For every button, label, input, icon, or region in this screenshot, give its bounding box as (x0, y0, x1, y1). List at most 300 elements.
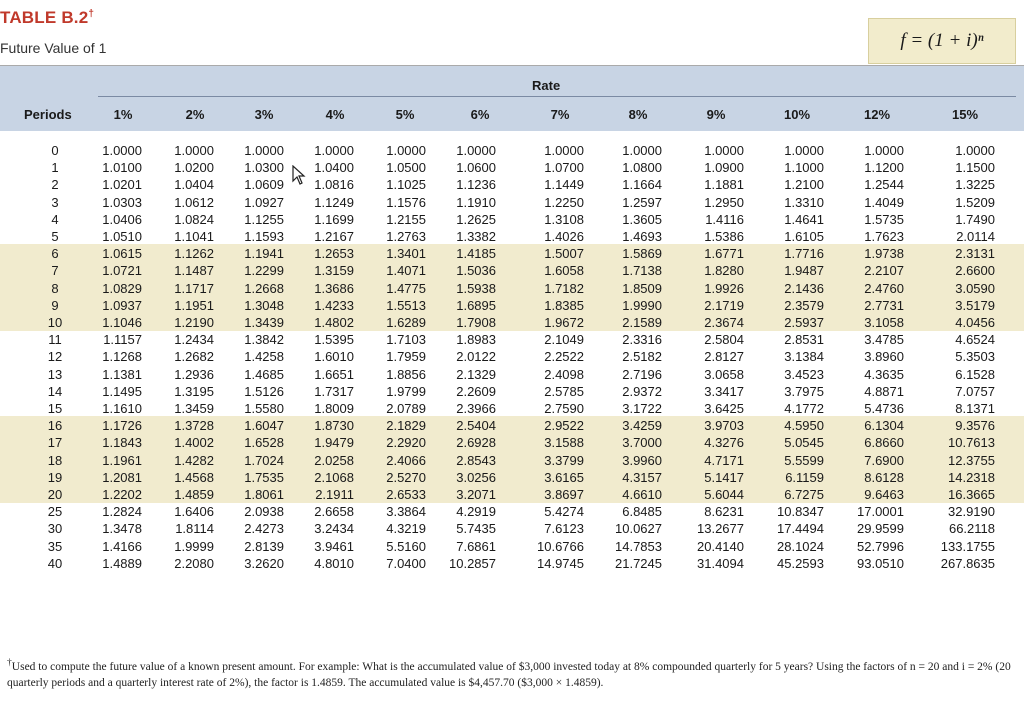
factor-cell: 1.4802 (314, 315, 354, 330)
table-row (0, 503, 1024, 520)
rate-header: 1% (113, 107, 133, 122)
factor-cell: 1.1664 (622, 177, 662, 193)
factor-cell: 5.4274 (544, 504, 584, 520)
factor-cell: 1.1249 (314, 194, 354, 210)
factor-cell: 2.5182 (622, 349, 662, 365)
factor-cell: 2.0789 (386, 401, 426, 416)
table-title-text: TABLE B.2 (0, 8, 89, 27)
factor-cell: 1.5735 (864, 211, 904, 227)
factor-cell: 3.3417 (704, 383, 744, 399)
factor-cell: 1.4775 (386, 280, 426, 296)
factor-cell: 1.3225 (955, 177, 995, 193)
factor-cell: 3.1384 (784, 349, 824, 365)
factor-cell: 2.6533 (386, 487, 426, 502)
factor-cell: 1.0600 (456, 160, 496, 176)
factor-cell: 2.2609 (456, 383, 496, 399)
factor-cell: 1.1262 (174, 246, 214, 262)
table-row (0, 538, 1024, 555)
factor-cell: 1.8983 (456, 332, 496, 348)
factor-cell: 4.8010 (314, 555, 354, 571)
factor-cell: 1.6289 (386, 315, 426, 330)
factor-cell: 1.1593 (244, 229, 284, 244)
factor-cell: 1.2190 (174, 315, 214, 330)
factor-cell: 3.6165 (544, 469, 584, 485)
factor-cell: 9.6463 (864, 487, 904, 502)
period-cell: 11 (48, 332, 62, 348)
period-cell: 25 (47, 504, 63, 520)
rate-header: 6% (470, 107, 490, 122)
factor-cell: 66.2118 (948, 521, 995, 537)
factor-cell: 1.3159 (314, 263, 354, 279)
factor-cell: 20.4140 (697, 538, 744, 554)
rate-header: 8% (628, 107, 648, 122)
factor-cell: 5.5599 (784, 452, 824, 468)
factor-cell: 1.6528 (244, 435, 284, 451)
factor-cell: 1.4568 (174, 469, 214, 485)
factor-cell: 2.8543 (456, 452, 496, 468)
factor-cell: 1.1726 (102, 418, 142, 434)
factor-cell: 1.4116 (705, 211, 744, 227)
factor-cell: 2.9522 (544, 418, 584, 434)
factor-cell: 4.0456 (955, 315, 995, 330)
factor-cell: 1.0200 (174, 160, 214, 176)
factor-cell: 1.3842 (244, 332, 284, 348)
factor-cell: 21.7245 (615, 555, 662, 571)
rate-header: 5% (395, 107, 415, 122)
factor-cell: 1.3108 (544, 211, 584, 227)
factor-cell: 5.0545 (784, 435, 824, 451)
factor-cell: 5.3503 (955, 349, 995, 365)
table-row (0, 417, 1024, 434)
factor-cell: 1.7182 (544, 280, 584, 296)
factor-cell: 2.6600 (955, 263, 995, 279)
factor-cell: 2.3316 (622, 332, 662, 348)
factor-cell: 2.5785 (544, 383, 584, 399)
factor-cell: 1.3195 (174, 383, 214, 399)
factor-cell: 28.1024 (777, 538, 824, 554)
factor-cell: 1.5386 (704, 229, 744, 244)
factor-cell: 17.0001 (857, 504, 904, 520)
factor-cell: 1.0000 (456, 143, 496, 158)
table-row (0, 211, 1024, 228)
factor-cell: 5.5160 (386, 538, 426, 554)
factor-cell: 32.9190 (948, 504, 995, 520)
factor-cell: 1.0000 (386, 143, 426, 158)
factor-cell: 3.4259 (622, 418, 662, 434)
factor-cell: 2.2920 (386, 435, 426, 451)
factor-cell: 6.1528 (955, 366, 995, 382)
factor-cell: 1.2950 (704, 194, 744, 210)
factor-cell: 3.3864 (386, 504, 426, 520)
factor-cell: 1.5513 (386, 297, 426, 313)
rate-header: 3% (254, 107, 274, 122)
factor-cell: 1.3605 (622, 211, 662, 227)
factor-cell: 3.4785 (864, 332, 904, 348)
factor-cell: 1.2682 (174, 349, 214, 365)
table-row (0, 400, 1024, 417)
table-row (0, 159, 1024, 176)
factor-cell: 1.8114 (175, 521, 214, 537)
formula-box: f = (1 + i)ⁿ (868, 18, 1016, 64)
factor-cell: 1.0816 (314, 177, 354, 193)
factor-cell: 3.2620 (244, 555, 284, 571)
factor-cell: 1.6047 (244, 418, 284, 434)
factor-cell: 3.0658 (704, 366, 744, 382)
factor-cell: 1.4166 (102, 538, 142, 554)
rate-rule (98, 96, 1016, 97)
factor-cell: 1.4859 (174, 487, 214, 502)
factor-cell: 2.1589 (622, 315, 662, 330)
factor-cell: 1.7959 (386, 349, 426, 365)
factor-cell: 1.5869 (622, 246, 662, 262)
factor-cell: 1.4258 (244, 349, 284, 365)
factor-cell: 3.5179 (955, 297, 995, 313)
table-row (0, 297, 1024, 314)
factor-cell: 1.1495 (102, 383, 142, 399)
factor-cell: 1.9479 (314, 435, 354, 451)
factor-cell: 1.8280 (704, 263, 744, 279)
factor-cell: 1.7024 (244, 452, 284, 468)
period-cell: 9 (51, 297, 59, 313)
factor-cell: 14.2318 (948, 469, 995, 485)
factor-cell: 1.0721 (102, 263, 142, 279)
factor-cell: 2.1329 (456, 366, 496, 382)
factor-cell: 1.1699 (314, 211, 354, 227)
factor-cell: 2.7731 (864, 297, 904, 313)
factor-cell: 1.2936 (174, 366, 214, 382)
factor-cell: 2.0258 (314, 452, 354, 468)
factor-cell: 1.1941 (244, 246, 284, 262)
factor-cell: 2.1436 (784, 280, 824, 296)
factor-cell: 1.1255 (244, 211, 284, 227)
factor-cell: 2.7196 (622, 366, 662, 382)
factor-cell: 8.6231 (704, 504, 744, 520)
factor-cell: 1.2625 (456, 211, 496, 227)
factor-cell: 5.7435 (456, 521, 496, 537)
table-row (0, 434, 1024, 451)
period-cell: 12 (47, 349, 63, 365)
factor-cell: 16.3665 (948, 487, 995, 502)
factor-cell: 5.1417 (704, 469, 744, 485)
factor-cell: 7.6900 (864, 452, 904, 468)
factor-cell: 2.7590 (544, 401, 584, 416)
factor-cell: 2.3674 (704, 315, 744, 330)
factor-cell: 3.0256 (456, 469, 496, 485)
period-cell: 20 (47, 487, 63, 502)
table-row (0, 245, 1024, 262)
factor-cell: 1.9799 (386, 383, 426, 399)
period-cell: 18 (47, 452, 63, 468)
table-row (0, 486, 1024, 503)
factor-cell: 10.7613 (948, 435, 995, 451)
period-cell: 6 (51, 246, 59, 262)
factor-cell: 1.5126 (244, 383, 284, 399)
factor-cell: 3.3799 (544, 452, 584, 468)
factor-cell: 8.1371 (955, 401, 995, 416)
factor-cell: 1.0000 (102, 143, 142, 158)
factor-cell: 1.5209 (955, 194, 995, 210)
factor-cell: 1.6651 (314, 366, 354, 382)
factor-cell: 1.3439 (244, 315, 284, 330)
factor-cell: 1.0000 (174, 143, 214, 158)
factor-cell: 1.2434 (174, 332, 214, 348)
factor-cell: 1.4049 (864, 194, 904, 210)
period-cell: 8 (51, 280, 59, 296)
factor-cell: 2.2107 (864, 263, 904, 279)
factor-cell: 1.1487 (174, 263, 214, 279)
factor-cell: 1.1381 (102, 366, 142, 382)
factor-cell: 1.2167 (314, 229, 354, 244)
factor-cell: 1.0300 (244, 160, 284, 176)
table-row (0, 142, 1024, 159)
factor-cell: 8.6128 (864, 469, 904, 485)
factor-cell: 1.4282 (174, 452, 214, 468)
factor-cell: 1.0800 (622, 160, 662, 176)
factor-cell: 2.5937 (784, 315, 824, 330)
factor-cell: 1.0824 (174, 211, 214, 227)
factor-cell: 5.4736 (864, 401, 904, 416)
factor-cell: 1.7535 (244, 469, 284, 485)
table-row (0, 452, 1024, 469)
factor-cell: 1.3459 (174, 401, 214, 416)
factor-cell: 3.1058 (864, 315, 904, 330)
factor-cell: 4.7171 (704, 452, 744, 468)
table-row (0, 228, 1024, 245)
period-cell: 1 (51, 160, 59, 176)
factor-cell: 1.2250 (544, 194, 584, 210)
factor-cell: 93.0510 (857, 555, 904, 571)
factor-cell: 1.4002 (174, 435, 214, 451)
factor-cell: 3.8960 (864, 349, 904, 365)
factor-cell: 1.2653 (314, 246, 354, 262)
factor-cell: 1.3048 (244, 297, 284, 313)
factor-cell: 1.0000 (704, 143, 744, 158)
factor-cell: 1.9990 (622, 297, 662, 313)
factor-cell: 1.1961 (102, 452, 142, 468)
factor-cell: 2.1068 (314, 469, 354, 485)
factor-cell: 1.4233 (314, 297, 354, 313)
period-cell: 30 (47, 521, 63, 537)
factor-cell: 1.0100 (102, 160, 142, 176)
factor-cell: 1.0609 (244, 177, 284, 193)
factor-cell: 3.7000 (622, 435, 662, 451)
factor-cell: 1.9487 (784, 263, 824, 279)
factor-cell: 2.0938 (244, 504, 284, 520)
factor-cell: 2.8531 (784, 332, 824, 348)
factor-cell: 1.6058 (544, 263, 584, 279)
factor-cell: 7.6861 (456, 538, 496, 554)
factor-cell: 1.3310 (784, 194, 824, 210)
period-cell: 5 (51, 229, 59, 244)
factor-cell: 1.2299 (244, 263, 284, 279)
factor-cell: 1.4641 (784, 211, 824, 227)
factor-cell: 2.5270 (386, 469, 426, 485)
table-title (0, 8, 94, 28)
factor-cell: 2.4760 (864, 280, 904, 296)
factor-cell: 1.0000 (244, 143, 284, 158)
factor-cell: 1.8385 (544, 297, 584, 313)
factor-cell: 1.0404 (174, 177, 214, 193)
factor-cell: 1.1881 (704, 177, 744, 193)
factor-cell: 1.1046 (102, 315, 142, 330)
factor-cell: 1.0000 (955, 143, 995, 158)
factor-cell: 1.0000 (314, 143, 354, 158)
factor-cell: 1.3478 (102, 521, 142, 537)
factor-cell: 29.9599 (857, 521, 904, 537)
factor-cell: 6.7275 (784, 487, 824, 502)
factor-cell: 1.1236 (456, 177, 496, 193)
factor-cell: 3.0590 (955, 280, 995, 296)
factor-cell: 3.7975 (784, 383, 824, 399)
factor-cell: 14.7853 (615, 538, 662, 554)
factor-cell: 10.6766 (537, 538, 584, 554)
factor-cell: 1.0406 (102, 211, 142, 227)
factor-cell: 1.6105 (784, 229, 824, 244)
factor-cell: 1.4889 (102, 555, 142, 571)
factor-cell: 1.0612 (174, 194, 214, 210)
factor-cell: 1.8061 (244, 487, 284, 502)
mouse-cursor-icon (292, 165, 306, 185)
factor-cell: 3.1722 (622, 401, 662, 416)
factor-cell: 1.5395 (314, 332, 354, 348)
footnote (7, 655, 1017, 691)
factor-cell: 5.6044 (704, 487, 744, 502)
periods-header: Periods (24, 107, 72, 122)
factor-cell: 2.1829 (386, 418, 426, 434)
period-cell: 40 (47, 555, 63, 571)
period-cell: 0 (51, 143, 59, 158)
factor-cell: 1.1268 (102, 349, 142, 365)
rate-header: 7% (550, 107, 570, 122)
factor-cell: 1.1500 (955, 160, 995, 176)
factor-cell: 1.2202 (102, 487, 142, 502)
factor-cell: 6.1304 (864, 418, 904, 434)
factor-cell: 2.8139 (244, 538, 284, 554)
factor-cell: 1.1200 (864, 160, 904, 176)
factor-cell: 4.1772 (784, 401, 824, 416)
period-cell: 10 (47, 315, 63, 330)
factor-cell: 1.7317 (314, 383, 354, 399)
factor-cell: 1.2668 (244, 280, 284, 296)
factor-cell: 1.2100 (784, 177, 824, 193)
factor-cell: 2.0122 (456, 349, 496, 365)
rate-header: 2% (185, 107, 205, 122)
factor-cell: 1.8856 (386, 366, 426, 382)
factor-cell: 267.8635 (940, 555, 995, 571)
rate-label: Rate (532, 78, 561, 93)
factor-cell: 2.2522 (544, 349, 584, 365)
factor-cell: 1.0937 (102, 297, 142, 313)
table-row (0, 555, 1024, 572)
factor-cell: 1.0510 (102, 229, 142, 244)
period-cell: 7 (51, 263, 59, 279)
table-row (0, 469, 1024, 486)
factor-cell: 9.3576 (955, 418, 995, 434)
factor-cell: 1.2155 (386, 211, 426, 227)
factor-cell: 1.5036 (456, 263, 496, 279)
factor-cell: 1.7138 (622, 263, 662, 279)
factor-cell: 1.3382 (456, 229, 496, 244)
factor-cell: 2.5804 (704, 332, 744, 348)
factor-cell: 3.9960 (622, 452, 662, 468)
factor-cell: 2.6658 (314, 504, 354, 520)
table-row (0, 383, 1024, 400)
period-cell: 4 (51, 211, 59, 227)
factor-cell: 1.0900 (704, 160, 744, 176)
factor-cell: 4.3157 (622, 469, 662, 485)
factor-cell: 1.1576 (386, 194, 426, 210)
title-footnote-mark: † (88, 8, 95, 20)
rate-header: 12% (863, 107, 891, 122)
table-row (0, 314, 1024, 331)
factor-cell: 1.2763 (386, 229, 426, 244)
factor-cell: 1.2597 (622, 194, 662, 210)
factor-cell: 6.1159 (785, 469, 824, 485)
factor-cell: 4.5950 (784, 418, 824, 434)
period-cell: 19 (47, 469, 63, 485)
factor-cell: 1.8009 (314, 401, 354, 416)
factor-cell: 1.0700 (544, 160, 584, 176)
factor-cell: 1.0927 (244, 194, 284, 210)
factor-cell: 4.3635 (864, 366, 904, 382)
factor-cell: 2.1049 (544, 332, 584, 348)
factor-cell: 14.9745 (537, 555, 584, 571)
factor-cell: 3.8697 (544, 487, 584, 502)
factor-cell: 4.8871 (864, 383, 904, 399)
period-cell: 14 (47, 383, 63, 399)
factor-cell: 2.0114 (956, 229, 995, 244)
table-row (0, 520, 1024, 537)
factor-cell: 1.3401 (386, 246, 426, 262)
factor-cell: 7.0757 (955, 383, 995, 399)
footnote-mark: † (7, 657, 12, 668)
factor-cell: 1.1843 (102, 435, 142, 451)
factor-cell: 1.9926 (704, 280, 744, 296)
factor-cell: 1.9738 (864, 246, 904, 262)
factor-cell: 45.2593 (777, 555, 824, 571)
factor-cell: 1.1717 (174, 280, 214, 296)
factor-cell: 1.4026 (544, 229, 584, 244)
table-row (0, 348, 1024, 365)
factor-cell: 1.5580 (244, 401, 284, 416)
factor-cell: 1.7623 (864, 229, 904, 244)
factor-cell: 7.6123 (544, 521, 584, 537)
factor-cell: 1.4071 (386, 263, 426, 279)
factor-cell: 2.4098 (544, 366, 584, 382)
factor-cell: 52.7996 (857, 538, 904, 554)
factor-cell: 10.8347 (777, 504, 824, 520)
period-cell: 17 (47, 435, 63, 451)
factor-cell: 1.2081 (102, 469, 142, 485)
factor-cell: 1.0400 (314, 160, 354, 176)
factor-cell: 1.4185 (456, 246, 496, 262)
factor-cell: 1.5938 (456, 280, 496, 296)
factor-cell: 3.9461 (314, 538, 354, 554)
factor-cell: 1.9672 (544, 315, 584, 330)
factor-cell: 1.1610 (102, 401, 142, 416)
factor-cell: 31.4094 (697, 555, 744, 571)
rate-header: 9% (706, 107, 726, 122)
factor-cell: 1.1025 (386, 177, 426, 193)
factor-cell: 2.3966 (456, 401, 496, 416)
factor-cell: 1.1157 (103, 332, 142, 348)
factor-cell: 2.2080 (174, 555, 214, 571)
factor-cell: 6.8660 (864, 435, 904, 451)
factor-cell: 1.2544 (864, 177, 904, 193)
factor-cell: 10.0627 (615, 521, 662, 537)
period-cell: 15 (47, 401, 63, 416)
factor-cell: 2.1911 (315, 487, 354, 502)
